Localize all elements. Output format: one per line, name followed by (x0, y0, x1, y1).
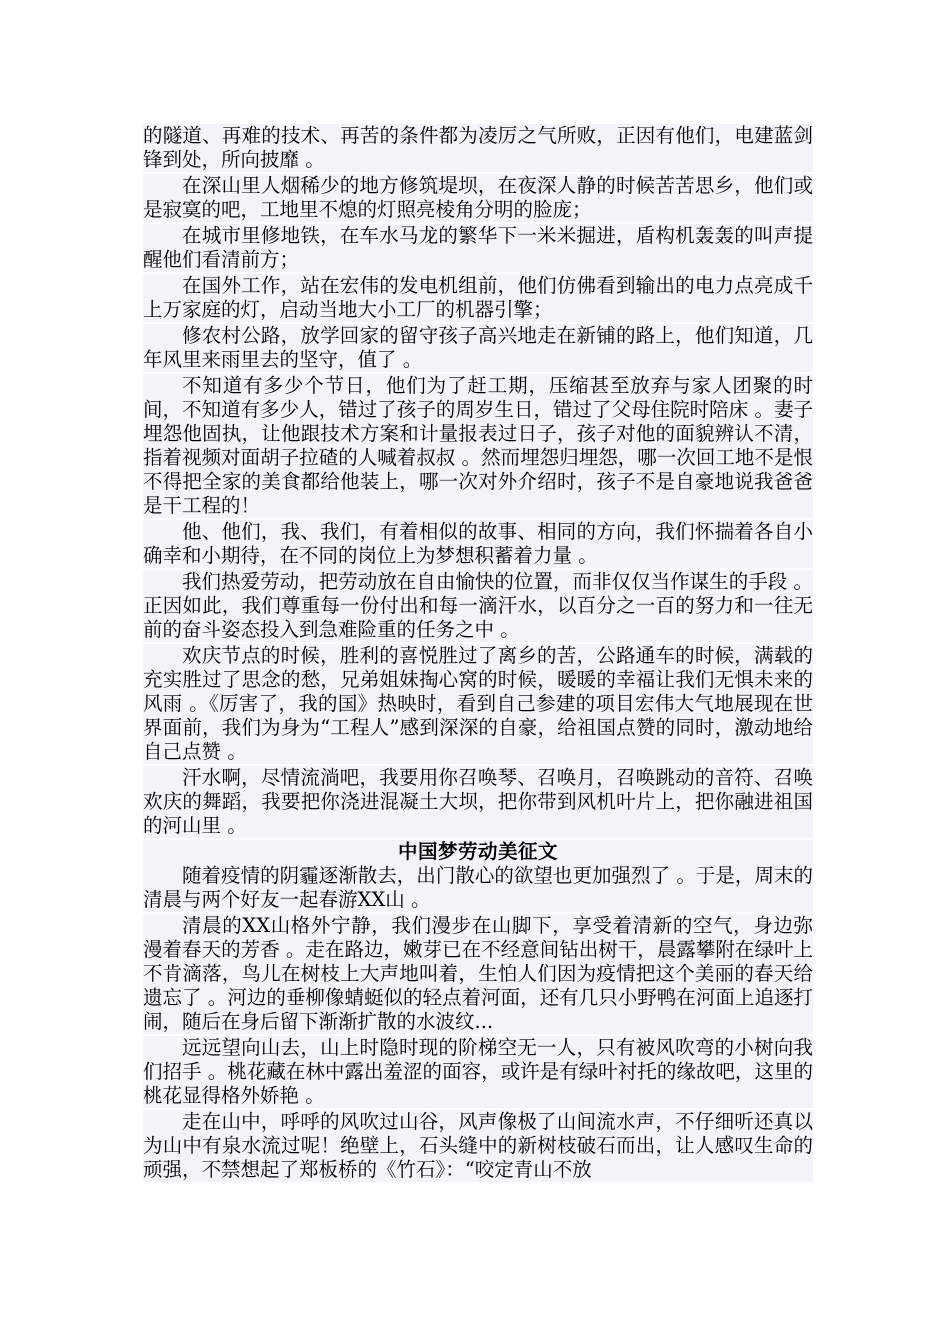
document-body (143, 124, 813, 1182)
paragraph: 欢庆节点的时候，胜利的喜悦胜过了离乡的苦，公路通车的时候，满载的充实胜过了思念的愁，兄弟姐妹掏心窝的时候，暖暖的幸福让我们无惧未来的风雨 。《厉害了，我的国》热映时，看到自己参建的项目宏伟大气地展现在世界面前，我们为身为“工程人”感到深深的自豪，给祖国点赞的同时，激动地给自己点赞 。 (143, 644, 813, 763)
paragraph: 他、他们，我、我们，有着相似的故事、相同的方向，我们怀揣着各自小确幸和小期待，在不同的岗位上为梦想积蓄着力量 。 (143, 520, 813, 567)
paragraph: 我们热爱劳动，把劳动放在自由愉快的位置，而非仅仅当作谋生的手段 。正因如此，我们尊重每一份付出和每一滴汗水，以百分之一百的努力和一往无前的奋斗姿态投入到急难险重的任务之中 。 (143, 570, 813, 641)
paragraph: 随着疫情的阴霾逐渐散去，出门散心的欲望也更加强烈了 。于是，周末的清晨与两个好友一起春游XX山 。 (143, 864, 813, 911)
paragraph: 在深山里人烟稀少的地方修筑堤坝，在夜深人静的时候苦苦思乡，他们或是寂寞的吧，工地里不熄的灯照亮棱角分明的脸庞； (143, 174, 813, 221)
section-heading: 中国梦劳动美征文 (143, 840, 813, 864)
paragraph: 修农村公路，放学回家的留守孩子高兴地走在新铺的路上，他们知道，几年风里来雨里去的坚守，值了 。 (143, 324, 813, 371)
paragraph: 的隧道、再难的技术、再苦的条件都为凌厉之气所败，正因有他们，电建蓝剑锋到处，所向披靡 。 (143, 124, 813, 171)
paragraph: 清晨的XX山格外宁静，我们漫步在山脚下，享受着清新的空气，身边弥漫着春天的芳香 。走在路边，嫩芽已在不经意间钻出树干，晨露攀附在绿叶上不肯滴落，鸟儿在树枝上大声地叫着，生怕人们因为疫情把这个美丽的春天给遗忘了 。河边的垂柳像蜻蜓似的轻点着河面，还有几只小野鸭在河面上追逐打闹，随后在身后留下渐渐扩散的水波纹... (143, 914, 813, 1033)
paragraph: 走在山中，呼呼的风吹过山谷，风声像极了山间流水声，不仔细听还真以为山中有泉水流过呢！绝壁上，石头缝中的新树枝破石而出，让人感叹生命的顽强，不禁想起了郑板桥的《竹石》：“咬定青山不放 (143, 1110, 813, 1181)
paragraph: 在城市里修地铁，在车水马龙的繁华下一米米掘进，盾构机轰轰的叫声提醒他们看清前方； (143, 224, 813, 271)
paragraph: 不知道有多少个节日，他们为了赶工期，压缩甚至放弃与家人团聚的时间，不知道有多少人，错过了孩子的周岁生日，错过了父母住院时陪床 。妻子埋怨他固执，让他跟技术方案和计量报表过日子，孩子对他的面貌辨认不清，指着视频对面胡子拉碴的人喊着叔叔 。然而埋怨归埋怨，哪一次回工地不是恨不得把全家的美食都给他装上，哪一次对外介绍时，孩子不是自豪地说我爸爸是干工程的！ (143, 374, 813, 517)
paragraph: 在国外工作，站在宏伟的发电机组前，他们仿佛看到输出的电力点亮成千上万家庭的灯，启动当地大小工厂的机器引擎； (143, 274, 813, 321)
paragraph: 汗水啊，尽情流淌吧，我要用你召唤琴、召唤月，召唤跳动的音符、召唤欢庆的舞蹈，我要把你浇进混凝土大坝，把你带到风机叶片上，把你融进祖国的河山里 。 (143, 766, 813, 837)
paragraph: 远远望向山去，山上时隐时现的阶梯空无一人，只有被风吹弯的小树向我们招手 。桃花藏在林中露出羞涩的面容，或许是有绿叶衬托的缘故吧，这里的桃花显得格外娇艳 。 (143, 1036, 813, 1107)
